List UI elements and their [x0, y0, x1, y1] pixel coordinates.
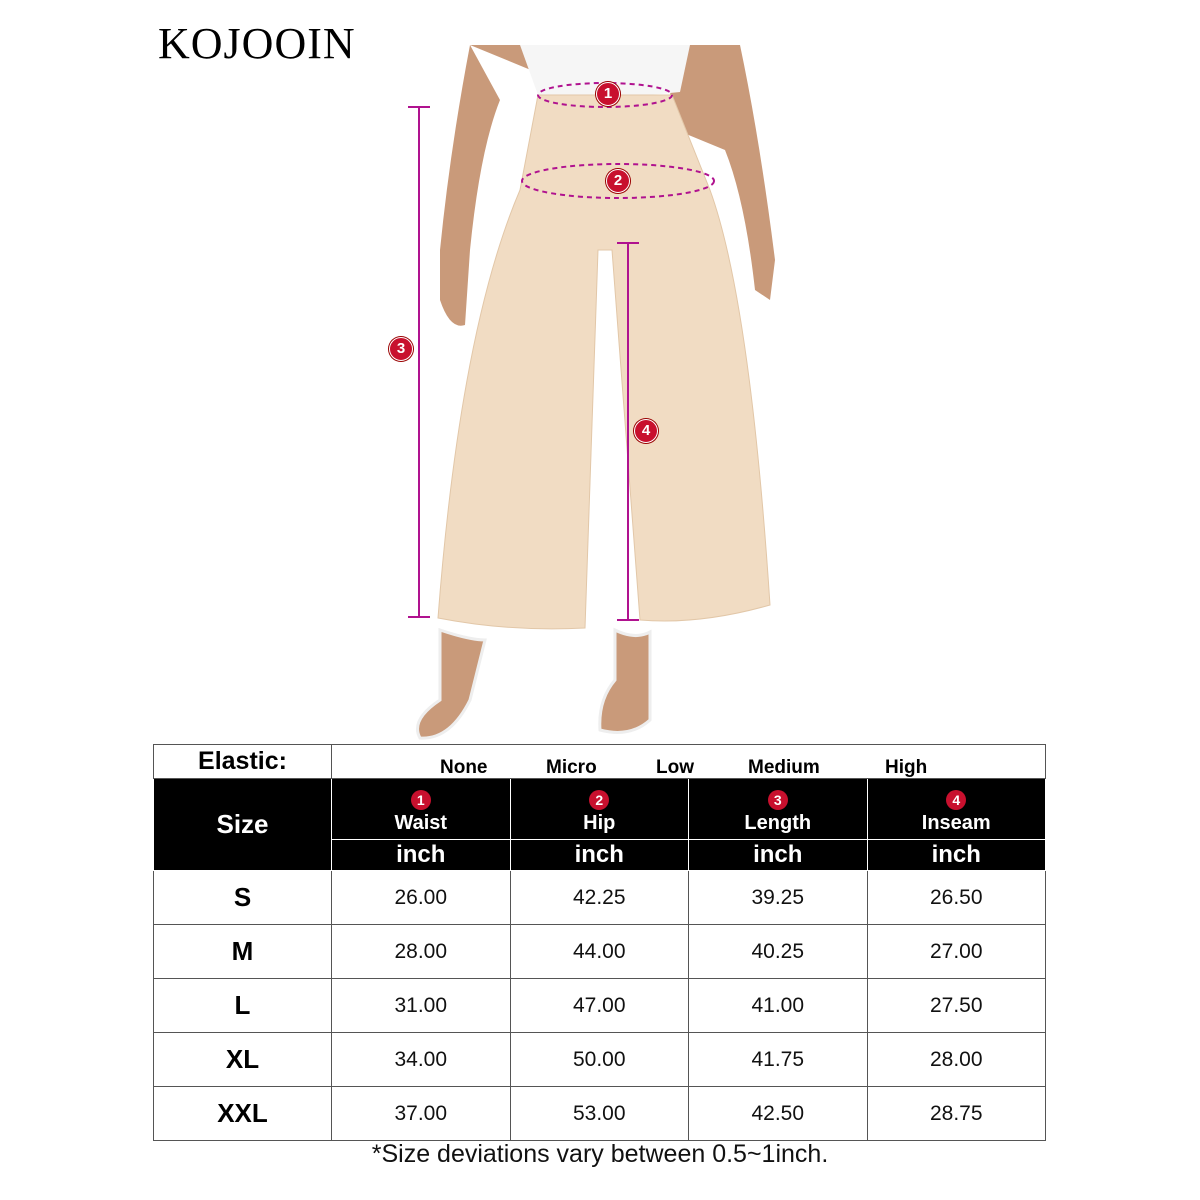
value-cell: 28.00 — [867, 1033, 1046, 1087]
table-row — [154, 979, 1046, 1033]
value-cell: 28.75 — [867, 1087, 1046, 1141]
unit-waist: inch — [332, 840, 511, 871]
brand-logo: KOJOOIN — [158, 19, 356, 68]
value-cell: 41.00 — [689, 979, 868, 1033]
marker-icon: 2 — [589, 790, 609, 810]
marker-inseam: 4 — [634, 419, 658, 443]
unit-length: inch — [689, 840, 868, 871]
shoe-left — [418, 630, 486, 738]
value-cell: 39.25 — [689, 871, 868, 925]
value-cell: 44.00 — [510, 925, 689, 979]
value-cell: 27.50 — [867, 979, 1046, 1033]
size-table — [153, 744, 1046, 1141]
marker-length: 3 — [389, 337, 413, 361]
size-cell: S — [154, 871, 332, 925]
table-row — [154, 1087, 1046, 1141]
column-header-inseam — [867, 779, 1046, 840]
table-row — [154, 1033, 1046, 1087]
column-header-waist — [332, 779, 511, 840]
marker-icon: 3 — [768, 790, 788, 810]
value-cell: 34.00 — [332, 1033, 511, 1087]
column-header-hip — [510, 779, 689, 840]
value-cell: 28.00 — [332, 925, 511, 979]
column-name: Hip — [583, 812, 616, 834]
column-header-length — [689, 779, 868, 840]
value-cell: 27.00 — [867, 925, 1046, 979]
unit-inseam: inch — [867, 840, 1046, 871]
elastic-none: None — [440, 757, 488, 778]
value-cell: 42.50 — [689, 1087, 868, 1141]
marker-waist: 1 — [596, 82, 620, 106]
pants — [438, 95, 770, 629]
unit-hip: inch — [510, 840, 689, 871]
marker-icon: 4 — [946, 790, 966, 810]
value-cell: 37.00 — [332, 1087, 511, 1141]
elastic-high: High — [885, 757, 928, 778]
value-cell: 40.25 — [689, 925, 868, 979]
marker-hip: 2 — [606, 169, 630, 193]
size-note: *Size deviations vary between 0.5~1inch. — [371, 1140, 829, 1168]
elastic-micro: Micro — [546, 757, 597, 778]
size-cell: M — [154, 925, 332, 979]
column-name: Inseam — [921, 812, 991, 834]
column-name: Waist — [394, 812, 448, 834]
marker-icon: 1 — [411, 790, 431, 810]
value-cell: 53.00 — [510, 1087, 689, 1141]
elastic-low: Low — [656, 757, 694, 778]
size-header: Size — [154, 779, 332, 871]
size-cell: XXL — [154, 1087, 332, 1141]
value-cell: 41.75 — [689, 1033, 868, 1087]
value-cell: 31.00 — [332, 979, 511, 1033]
elastic-medium: Medium — [748, 757, 820, 778]
value-cell: 26.00 — [332, 871, 511, 925]
value-cell: 26.50 — [867, 871, 1046, 925]
value-cell: 50.00 — [510, 1033, 689, 1087]
size-cell: L — [154, 979, 332, 1033]
shoe-right — [600, 630, 650, 732]
value-cell: 42.25 — [510, 871, 689, 925]
column-name: Length — [744, 812, 812, 834]
elastic-label: Elastic: — [154, 745, 332, 779]
size-cell: XL — [154, 1033, 332, 1087]
value-cell: 47.00 — [510, 979, 689, 1033]
elastic-options — [332, 745, 1046, 779]
table-row — [154, 925, 1046, 979]
table-row — [154, 871, 1046, 925]
